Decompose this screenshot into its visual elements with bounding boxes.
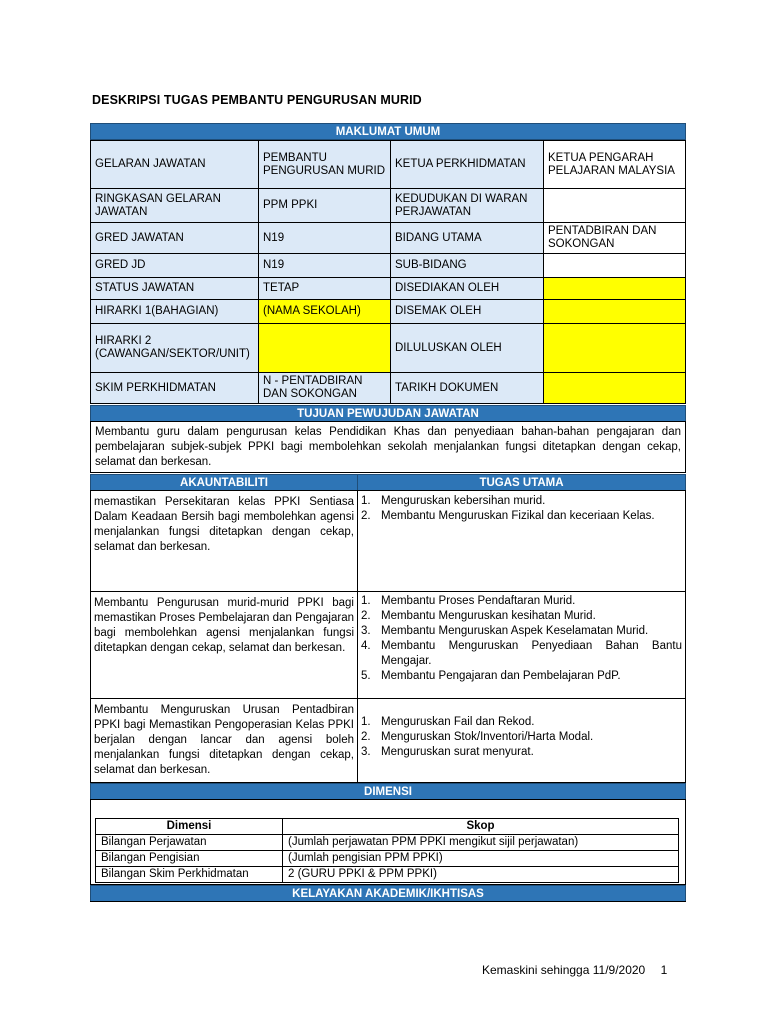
- accountability-text-3: Membantu Menguruskan Urusan Pentadbiran PPKI bagi Memastikan Pengoperasian Kelas PPKI berjalan dengan lancar dan agensi boleh menjalankan fungsi ditetapkan dengan cekap, selamat dan berkesan.: [94, 704, 354, 776]
- label-status-jawatan: STATUS JAWATAN: [90, 277, 259, 300]
- label-kedudukan-waran: KEDUDUKAN DI WARAN PERJAWATAN: [390, 188, 544, 223]
- footer-updated-text: Kemaskini sehingga 11/9/2020: [482, 963, 646, 977]
- section-header-maklumat-umum: MAKLUMAT UMUM: [90, 123, 686, 140]
- value-gred-jd: N19: [258, 253, 391, 278]
- label-disemak-oleh: DISEMAK OLEH: [390, 299, 544, 324]
- dimensi-table: [95, 818, 679, 883]
- column-header-skop: Skop: [283, 819, 679, 835]
- table-cell: Bilangan Skim Perkhidmatan: [96, 867, 283, 883]
- value-skim-perkhidmatan: N - PENTADBIRAN DAN SOKONGAN: [258, 372, 391, 404]
- label-hirarki-2: HIRARKI 2 (CAWANGAN/SEKTOR/UNIT): [90, 323, 259, 373]
- accountability-text-2: Membantu Pengurusan murid-murid PPKI bagi memastikan Proses Pembelajaran dan Pengajaran bagi membolehkan agensi menjalankan fungsi ditetapkan dengan cekap, selamat dan berkesan.: [94, 597, 354, 654]
- value-ringkasan-gelaran: PPM PPKI: [258, 188, 391, 223]
- value-disemak-oleh: [543, 299, 686, 324]
- value-hirarki-2: [258, 323, 391, 373]
- page-footer: [482, 963, 667, 977]
- label-sub-bidang: SUB-BIDANG: [390, 253, 544, 278]
- value-bidang-utama: PENTADBIRAN DAN SOKONGAN: [543, 222, 686, 254]
- document-title: DESKRIPSI TUGAS PEMBANTU PENGURUSAN MURID: [92, 93, 422, 107]
- section-divider: [90, 901, 686, 903]
- section-header-dimensi: DIMENSI: [90, 783, 686, 800]
- label-disediakan-oleh: DISEDIAKAN OLEH: [390, 277, 544, 300]
- task-item: 2. Membantu Menguruskan kesihatan Murid.: [361, 610, 596, 622]
- label-hirarki-1: HIRARKI 1(BAHAGIAN): [90, 299, 259, 324]
- table-header-row: [96, 819, 679, 835]
- table-cell: Bilangan Perjawatan: [96, 835, 283, 851]
- label-ketua-perkhidmatan: KETUA PERKHIDMATAN: [390, 140, 544, 189]
- label-skim-perkhidmatan: SKIM PERKHIDMATAN: [90, 372, 259, 404]
- value-status-jawatan: TETAP: [258, 277, 391, 300]
- task-item: 3. Menguruskan surat menyurat.: [361, 746, 534, 758]
- task-item: 4. Membantu Menguruskan Penyediaan Bahan Bantu Mengajar.: [361, 640, 682, 667]
- value-disediakan-oleh: [543, 277, 686, 300]
- section-header-tujuan: TUJUAN PEWUJUDAN JAWATAN: [90, 405, 686, 422]
- task-item: 1. Membantu Proses Pendaftaran Murid.: [361, 595, 576, 607]
- table-cell: (Jumlah perjawatan PPM PPKI mengikut sijil perjawatan): [283, 835, 679, 851]
- table-cell: 2 (GURU PPKI & PPM PPKI): [283, 867, 679, 883]
- column-header-dimensi: Dimensi: [96, 819, 283, 835]
- label-diluluskan-oleh: DILULUSKAN OLEH: [390, 323, 544, 373]
- table-cell: Bilangan Pengisian: [96, 851, 283, 867]
- section-header-tugas-utama: TUGAS UTAMA: [357, 474, 686, 491]
- label-ringkasan-gelaran: RINGKASAN GELARAN JAWATAN: [90, 188, 259, 223]
- value-kedudukan-waran: [543, 188, 686, 223]
- accountability-text-1: memastikan Persekitaran kelas PPKI Sentiasa Dalam Keadaan Bersih bagi membolehkan agensi menjalankan fungsi ditetapkan dengan cekap, selamat dan berkesan.: [94, 496, 354, 553]
- label-gelaran-jawatan: GELARAN JAWATAN: [90, 140, 259, 189]
- page-number: 1: [660, 963, 668, 977]
- value-hirarki-1: (NAMA SEKOLAH): [258, 299, 391, 324]
- task-list-3: [357, 715, 686, 760]
- table-row: [96, 867, 679, 883]
- value-sub-bidang: [543, 253, 686, 278]
- section-header-akauntabiliti: AKAUNTABILITI: [90, 474, 358, 491]
- label-bidang-utama: BIDANG UTAMA: [390, 222, 544, 254]
- task-item: 1. Menguruskan kebersihan murid.: [361, 495, 546, 507]
- task-list-1: [357, 494, 686, 524]
- label-gred-jd: GRED JD: [90, 253, 259, 278]
- task-list-2: [357, 594, 686, 684]
- table-cell: (Jumlah pengisian PPM PPKI): [283, 851, 679, 867]
- value-gred-jawatan: N19: [258, 222, 391, 254]
- tujuan-text: Membantu guru dalam pengurusan kelas Pendidikan Khas dan penyediaan bahan-bahan pengajaran dan pembelajaran subjek-subjek PPKI bagi membolehkan sekolah menjalankan fungsi ditetapkan dengan cekap, selamat dan berkesan.: [90, 421, 686, 473]
- label-tarikh-dokumen: TARIKH DOKUMEN: [390, 372, 544, 404]
- task-item: 5. Membantu Pengajaran dan Pembelajaran PdP.: [361, 670, 621, 682]
- task-item: 3. Membantu Menguruskan Aspek Keselamatan Murid.: [361, 625, 649, 637]
- table-row: [96, 851, 679, 867]
- value-diluluskan-oleh: [543, 323, 686, 373]
- section-header-kelayakan: KELAYAKAN AKADEMIK/IKHTISAS: [90, 885, 686, 902]
- value-gelaran-jawatan: PEMBANTU PENGURUSAN MURID: [258, 140, 391, 189]
- table-row: [96, 835, 679, 851]
- task-item: 2. Membantu Menguruskan Fizikal dan keceriaan Kelas.: [361, 510, 655, 522]
- task-item: 2. Menguruskan Stok/Inventori/Harta Modal.: [361, 731, 594, 743]
- value-ketua-perkhidmatan: KETUA PENGARAH PELAJARAN MALAYSIA: [543, 140, 686, 189]
- label-gred-jawatan: GRED JAWATAN: [90, 222, 259, 254]
- task-item: 1. Menguruskan Fail dan Rekod.: [361, 716, 535, 728]
- value-tarikh-dokumen: [543, 372, 686, 404]
